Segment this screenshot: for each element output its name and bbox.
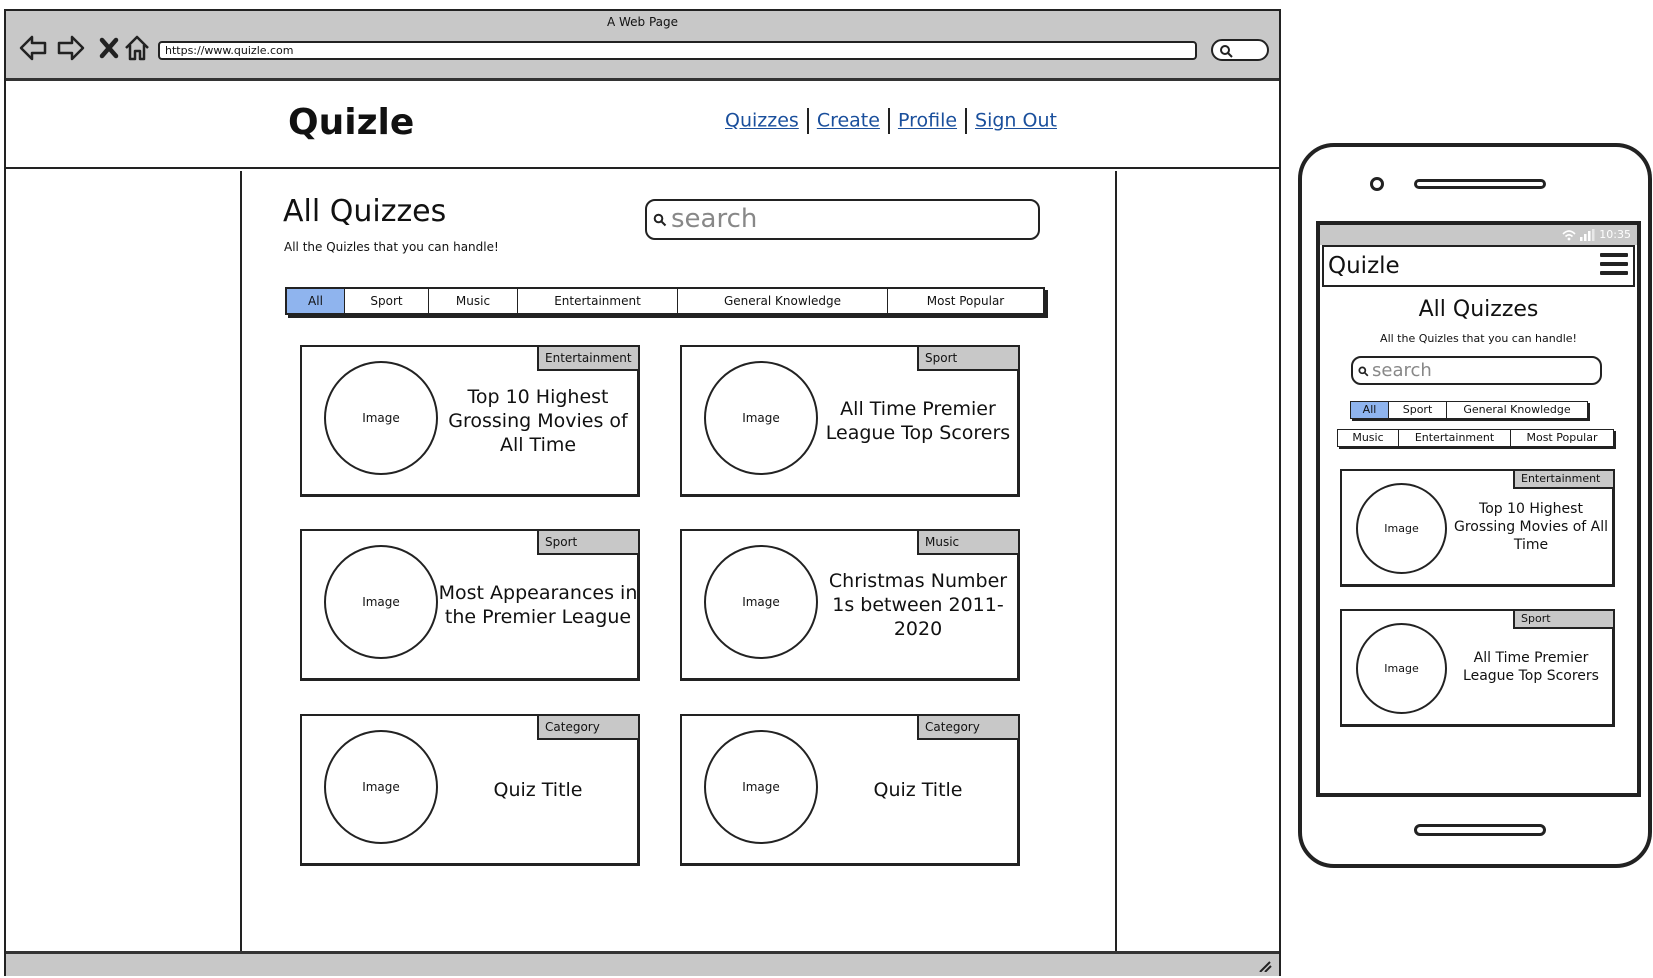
mobile-status-time: 10:35 [1599, 228, 1631, 241]
quiz-title: Top 10 Highest Grossing Movies of All Time [448, 385, 628, 456]
quiz-image-placeholder: Image [324, 545, 438, 659]
mobile-filter-row-1 [1350, 401, 1588, 419]
mobile-filter-tab-entertainment[interactable]: Entertainment [1399, 430, 1511, 446]
page-subtitle: All the Quizles that you can handle! [284, 240, 499, 254]
wifi-signal-icon [1562, 229, 1596, 241]
mobile-screen [1316, 221, 1641, 797]
site-header [6, 84, 1279, 169]
filter-tab-sport[interactable]: Sport [345, 289, 429, 313]
mobile-filter-tab-most-popular[interactable]: Most Popular [1526, 431, 1598, 444]
search-input[interactable] [645, 199, 1040, 240]
filter-tab-music[interactable]: Music [429, 289, 518, 313]
quiz-title: Quiz Title [493, 778, 583, 801]
mobile-search-placeholder: search [1372, 360, 1432, 381]
nav-divider [807, 108, 809, 134]
mobile-device [1298, 143, 1652, 868]
nav-link-profile[interactable]: Profile [897, 109, 958, 132]
quiz-image-placeholder: Image [704, 730, 818, 844]
mobile-header [1322, 245, 1635, 287]
mobile-filter-tab-all[interactable]: All [1351, 402, 1389, 418]
mobile-filter-tab-general-knowledge[interactable]: General Knowledge [1463, 403, 1571, 416]
quiz-card[interactable] [300, 529, 640, 681]
back-icon[interactable] [18, 33, 48, 63]
quiz-category-badge: Category [917, 714, 1020, 740]
filter-tab-general-knowledge[interactable]: General Knowledge [678, 289, 888, 313]
camera-icon [1370, 177, 1384, 191]
mobile-filter-tab-music[interactable]: Music [1338, 430, 1399, 446]
quiz-card[interactable] [300, 345, 640, 497]
quiz-title: Quiz Title [873, 778, 963, 801]
window-title: A Web Page [606, 15, 679, 29]
site-logo[interactable]: Quizle [288, 102, 415, 143]
resize-grip-icon[interactable] [1258, 960, 1272, 972]
top-nav [725, 108, 1057, 134]
nav-link-create[interactable]: Create [816, 109, 880, 132]
quiz-title: All Time Premier League Top Scorers [825, 397, 1011, 444]
filter-tab-most-popular[interactable]: Most Popular [926, 294, 1005, 308]
quiz-category-badge: Sport [537, 529, 640, 555]
quiz-card[interactable] [680, 529, 1020, 681]
nav-link-sign-out[interactable]: Sign Out [975, 109, 1057, 132]
nav-divider [965, 108, 967, 134]
mobile-search-input[interactable] [1351, 356, 1602, 385]
nav-link-quizzes[interactable]: Quizzes [725, 109, 799, 132]
quiz-title: Christmas Number 1s between 2011-2020 [828, 569, 1008, 640]
mobile-quiz-card[interactable] [1340, 609, 1615, 727]
mobile-status-bar [1320, 225, 1637, 245]
speaker-grille [1414, 179, 1546, 189]
search-icon [1358, 366, 1369, 377]
mobile-filter-row-2 [1337, 429, 1614, 447]
quiz-image-placeholder: Image [704, 361, 818, 475]
browser-search-button[interactable] [1211, 39, 1269, 61]
quiz-image-placeholder: Image [704, 545, 818, 659]
filter-tab-all[interactable]: All [287, 289, 345, 313]
stop-icon[interactable] [94, 33, 124, 63]
mobile-page-title: All Quizzes [1418, 297, 1539, 322]
mobile-site-logo[interactable]: Quizle [1328, 253, 1400, 279]
category-filter-tabs [285, 287, 1045, 315]
quiz-card[interactable] [680, 714, 1020, 866]
quiz-category-badge: Sport [1513, 609, 1615, 629]
quiz-category-badge: Category [537, 714, 640, 740]
quiz-image-placeholder: Image [1356, 483, 1447, 574]
quiz-title: Most Appearances in the Premier League [438, 581, 638, 628]
quiz-category-badge: Sport [917, 345, 1020, 371]
page-title: All Quizzes [283, 194, 447, 229]
search-icon [1219, 44, 1233, 58]
quiz-card[interactable] [680, 345, 1020, 497]
browser-toolbar [6, 11, 1279, 81]
quiz-card[interactable] [300, 714, 640, 866]
search-placeholder: search [671, 204, 758, 234]
address-bar[interactable]: https://www.quizle.com [158, 41, 1197, 60]
search-icon [653, 213, 667, 227]
mobile-quiz-card[interactable] [1340, 469, 1615, 587]
hamburger-menu-icon[interactable] [1600, 253, 1628, 279]
browser-window [4, 9, 1281, 976]
quiz-category-badge: Entertainment [537, 345, 640, 371]
quiz-category-badge: Entertainment [1513, 469, 1615, 489]
home-icon[interactable] [122, 33, 152, 63]
quiz-image-placeholder: Image [324, 730, 438, 844]
quiz-category-badge: Music [917, 529, 1020, 555]
quiz-title: All Time Premier League Top Scorers [1463, 650, 1599, 684]
filter-tab-entertainment[interactable]: Entertainment [518, 289, 678, 313]
forward-icon[interactable] [56, 33, 86, 63]
mobile-page-subtitle: All the Quizles that you can handle! [1380, 332, 1577, 345]
quiz-title: Top 10 Highest Grossing Movies of All Time [1453, 501, 1609, 553]
home-button[interactable] [1414, 824, 1546, 836]
mobile-filter-tab-sport[interactable]: Sport [1389, 402, 1447, 418]
nav-divider [888, 108, 890, 134]
browser-status-bar [6, 951, 1279, 976]
quiz-image-placeholder: Image [324, 361, 438, 475]
quiz-image-placeholder: Image [1356, 623, 1447, 714]
